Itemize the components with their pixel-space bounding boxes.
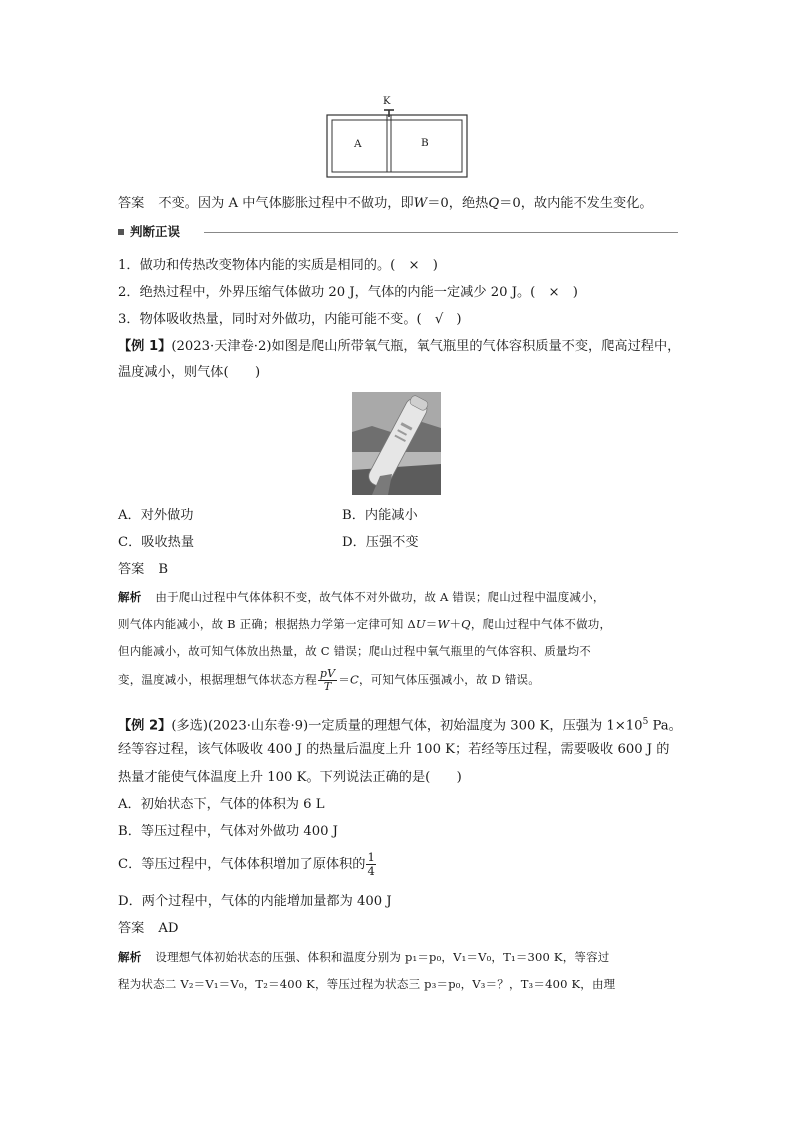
answer-label: 答案: [118, 921, 145, 936]
analysis-label: 解析: [118, 950, 142, 964]
analysis-text: ＝: [338, 672, 350, 687]
answer-value: AD: [158, 921, 179, 936]
example-2-stem: Pa。: [648, 718, 682, 734]
example-2-stem: (多选)(2023·山东卷·9)一定质量的理想气体，初始温度为 300 K，压强为 1×10: [171, 718, 643, 734]
analysis-text: ，可知气体压强减小，故 D 错误。: [359, 672, 540, 687]
answer-line-1: [118, 195, 653, 213]
var-c: C: [350, 672, 359, 687]
var-q: Q: [461, 617, 471, 631]
analysis-text: 变，温度减小，根据理想气体状态方程: [118, 672, 317, 687]
example-2-option-c: [118, 851, 377, 878]
var-w: W: [437, 617, 450, 631]
judgment-item-3: 3．物体吸收热量，同时对外做功，内能可能不变。( √ ): [118, 312, 462, 327]
analysis-text: 由于爬山过程中气体体积不变，故气体不对外做功，故 A 错误；爬山过程中温度减小，: [155, 590, 605, 604]
analysis-text: ＝: [425, 617, 438, 631]
var-q: Q: [488, 196, 500, 211]
gas-container-diagram: [326, 96, 468, 178]
chamber-a-label: A: [354, 138, 362, 150]
valve-label: K: [383, 96, 391, 107]
example-1-analysis-line-2: [118, 616, 611, 632]
example-2-option-d: D．两个过程中，气体的内能增加量都为 400 J: [118, 894, 392, 909]
example-2-option-a: A．初始状态下，气体的体积为 6 L: [118, 797, 325, 812]
container-svg: [326, 96, 468, 178]
example-2-line-2: 经等容过程，该气体吸收 400 J 的热量后温度上升 100 K；若经等压过程，需要吸收 600 J 的: [118, 742, 670, 757]
answer-text-1: 不变。因为 A 中气体膨胀过程中不做功，即: [158, 196, 414, 211]
example-1-analysis-line-1: [118, 589, 605, 605]
var-w: W: [413, 196, 428, 211]
example-2-option-b: B．等压过程中，气体对外做功 400 J: [118, 824, 338, 839]
analysis-text: 设理想气体初始状态的压强、体积和温度分别为 p₁＝p₀，V₁＝V₀，T₁＝300 K，等容过: [155, 950, 610, 964]
analysis-text: 则气体内能减小，故 B 正确；根据热力学第一定律可知 Δ: [118, 617, 416, 631]
section-marker-icon: [118, 229, 124, 235]
exponent: 5: [642, 717, 649, 727]
answer-label: 答案: [118, 196, 145, 211]
analysis-text: ＋: [449, 617, 462, 631]
example-1-analysis-line-3: 但内能减小，故可知气体放出热量，故 C 错误；爬山过程中氧气瓶里的气体容积、质量均不: [118, 644, 592, 658]
fraction-numerator: 1: [367, 850, 375, 864]
example-1-option-a: A．对外做功: [118, 508, 194, 523]
example-1-option-b: B．内能减小: [342, 508, 418, 523]
example-1-option-c: C．吸收热量: [118, 535, 195, 550]
fraction-denominator: 4: [367, 864, 375, 878]
example-1-answer: [118, 561, 168, 579]
example-1-tag: 【例 1】: [118, 339, 172, 354]
section-title: 判断正误: [130, 224, 181, 239]
example-2-answer: [118, 920, 178, 938]
example-2-tag: 【例 2】: [118, 718, 172, 734]
judgment-item-2: 2．绝热过程中，外界压缩气体做功 20 J，气体的内能一定减少 20 J。( × ): [118, 285, 578, 300]
analysis-label: 解析: [118, 590, 142, 604]
example-1-option-d: D．压强不变: [342, 535, 419, 550]
fraction-numerator: pV: [319, 667, 336, 680]
outer-wall: [327, 115, 467, 177]
example-1-stem-1: (2023·天津卷·2)如图是爬山所带氧气瓶，氧气瓶里的气体容积质量不变，爬高过程中，: [171, 339, 681, 354]
example-1-analysis-line-4: [118, 668, 540, 693]
fraction-pv-over-t: [318, 668, 337, 693]
fraction-one-quarter: [366, 851, 375, 878]
answer-label: 答案: [118, 562, 145, 577]
oxygen-bottle-photo: [352, 392, 441, 495]
answer-text-3: ＝0，故内能不发生变化。: [499, 196, 653, 211]
example-2-analysis-line-1: [118, 949, 610, 965]
var-u: U: [415, 617, 426, 631]
example-1-line-2: 温度减小，则气体( ): [118, 365, 261, 380]
example-2-line-3: 热量才能使气体温度上升 100 K。下列说法正确的是( ): [118, 770, 462, 785]
example-2-analysis-line-2: 程为状态二 V₂＝V₁＝V₀，T₂＝400 K，等压过程为状态三 p₃＝p₀，V₃＝？，T₃＝400 K，由理: [118, 977, 616, 991]
section-heading-judgment: [118, 224, 678, 240]
photo-svg: [352, 392, 441, 495]
answer-value: B: [158, 562, 169, 577]
example-1-line-1: [118, 338, 680, 356]
section-rule: [204, 232, 678, 233]
example-2-line-1: [118, 713, 682, 735]
inner-wall: [332, 120, 462, 172]
judgment-item-1: 1．做功和传热改变物体内能的实质是相同的。( × ): [118, 258, 438, 273]
fraction-denominator: T: [323, 680, 332, 693]
chamber-b-label: B: [421, 137, 429, 149]
answer-text-2: ＝0，绝热: [427, 196, 489, 211]
analysis-text: ，爬山过程中气体不做功，: [470, 617, 612, 631]
option-c-text: C．等压过程中，气体体积增加了原体积的: [118, 857, 366, 872]
